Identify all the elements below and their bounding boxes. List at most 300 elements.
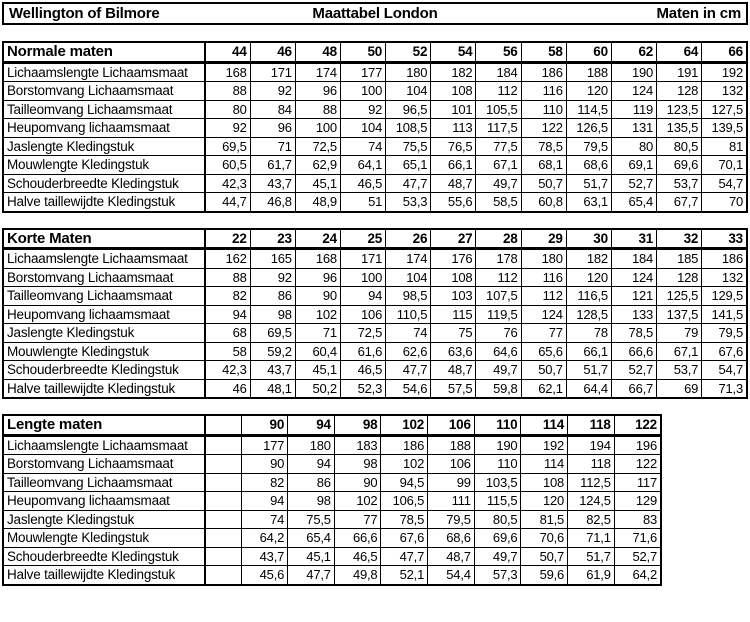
value-cell: 69,6	[657, 156, 702, 175]
value-cell: 82	[241, 473, 288, 492]
value-cell: 185	[657, 249, 702, 269]
size-header: 62	[611, 42, 656, 62]
value-cell: 104	[386, 82, 431, 101]
table-row	[3, 473, 661, 492]
value-cell: 182	[566, 249, 611, 269]
value-cell: 102	[334, 492, 381, 511]
value-cell: 68,6	[428, 529, 475, 548]
value-cell: 52,3	[340, 379, 385, 398]
value-cell: 60,4	[295, 342, 340, 361]
value-cell: 103	[431, 287, 476, 306]
size-header: 48	[295, 42, 340, 62]
value-cell: 62,6	[386, 342, 431, 361]
table-row	[3, 324, 747, 343]
value-cell: 115,5	[474, 492, 521, 511]
size-header: 30	[566, 229, 611, 249]
value-cell: 66,1	[566, 342, 611, 361]
value-cell: 177	[340, 62, 385, 82]
value-cell: 125,5	[657, 287, 702, 306]
row-label: Mouwlengte Kledingstuk	[3, 529, 205, 548]
row-label: Heupomvang lichaamsmaat	[3, 119, 205, 138]
table-row	[3, 249, 747, 269]
row-label: Mouwlengte Kledingstuk	[3, 342, 205, 361]
row-label: Lichaamslengte Lichaamsmaat	[3, 249, 205, 269]
value-cell: 180	[288, 435, 335, 455]
value-cell: 129	[614, 492, 661, 511]
value-cell: 101	[431, 100, 476, 119]
spacer-cell	[205, 473, 241, 492]
value-cell: 46,5	[340, 174, 385, 193]
value-cell: 76	[476, 324, 521, 343]
value-cell: 110	[474, 455, 521, 474]
value-cell: 90	[241, 455, 288, 474]
row-label: Schouderbreedte Kledingstuk	[3, 361, 205, 380]
value-cell: 190	[474, 435, 521, 455]
spacer-cell	[205, 529, 241, 548]
row-label: Halve taillewijdte Kledingstuk	[3, 566, 205, 585]
value-cell: 114	[521, 455, 568, 474]
value-cell: 82	[205, 287, 250, 306]
value-cell: 99	[428, 473, 475, 492]
value-cell: 92	[205, 119, 250, 138]
value-cell: 108,5	[386, 119, 431, 138]
value-cell: 81	[702, 137, 747, 156]
value-cell: 124	[521, 305, 566, 324]
size-header: 25	[340, 229, 385, 249]
value-cell: 90	[334, 473, 381, 492]
value-cell: 42,3	[205, 174, 250, 193]
value-cell: 94	[241, 492, 288, 511]
table-row	[3, 305, 747, 324]
value-cell: 176	[431, 249, 476, 269]
size-header: 64	[657, 42, 702, 62]
table-row	[3, 455, 661, 474]
table-row	[3, 435, 661, 455]
value-cell: 137,5	[657, 305, 702, 324]
value-cell: 132	[702, 268, 747, 287]
value-cell: 120	[566, 268, 611, 287]
size-header: 118	[568, 415, 615, 435]
value-cell: 94	[205, 305, 250, 324]
size-header: 98	[334, 415, 381, 435]
value-cell: 48,1	[250, 379, 295, 398]
value-cell: 113	[431, 119, 476, 138]
value-cell: 122	[614, 455, 661, 474]
value-cell: 165	[250, 249, 295, 269]
value-cell: 196	[614, 435, 661, 455]
row-label: Tailleomvang Lichaamsmaat	[3, 287, 205, 306]
value-cell: 68,1	[521, 156, 566, 175]
value-cell: 69,1	[611, 156, 656, 175]
value-cell: 68,6	[566, 156, 611, 175]
size-header: 33	[702, 229, 747, 249]
value-cell: 46,8	[250, 193, 295, 212]
value-cell: 116,5	[566, 287, 611, 306]
value-cell: 53,3	[386, 193, 431, 212]
table-row	[3, 342, 747, 361]
value-cell: 96	[250, 119, 295, 138]
value-cell: 69	[657, 379, 702, 398]
row-label: Mouwlengte Kledingstuk	[3, 156, 205, 175]
value-cell: 47,7	[386, 361, 431, 380]
table-row	[3, 492, 661, 511]
value-cell: 168	[295, 249, 340, 269]
value-cell: 52,1	[381, 566, 428, 585]
value-cell: 65,6	[521, 342, 566, 361]
value-cell: 108	[521, 473, 568, 492]
value-cell: 117,5	[476, 119, 521, 138]
size-header: 27	[431, 229, 476, 249]
value-cell: 80	[205, 100, 250, 119]
value-cell: 192	[521, 435, 568, 455]
row-label: Heupomvang lichaamsmaat	[3, 305, 205, 324]
row-label: Halve taillewijdte Kledingstuk	[3, 193, 205, 212]
value-cell: 62,1	[521, 379, 566, 398]
value-cell: 88	[205, 82, 250, 101]
value-cell: 108	[431, 268, 476, 287]
value-cell: 96,5	[386, 100, 431, 119]
value-cell: 63,1	[566, 193, 611, 212]
value-cell: 72,5	[295, 137, 340, 156]
size-header: 56	[476, 42, 521, 62]
value-cell: 46	[205, 379, 250, 398]
value-cell: 62,9	[295, 156, 340, 175]
value-cell: 48,7	[431, 361, 476, 380]
spacer-cell	[205, 415, 241, 435]
size-header: 44	[205, 42, 250, 62]
value-cell: 45,1	[295, 174, 340, 193]
value-cell: 72,5	[340, 324, 385, 343]
table-row	[3, 119, 747, 138]
row-label: Schouderbreedte Kledingstuk	[3, 174, 205, 193]
value-cell: 171	[340, 249, 385, 269]
value-cell: 57,3	[474, 566, 521, 585]
value-cell: 102	[295, 305, 340, 324]
value-cell: 100	[340, 268, 385, 287]
value-cell: 64,2	[241, 529, 288, 548]
value-cell: 186	[381, 435, 428, 455]
value-cell: 124,5	[568, 492, 615, 511]
table-row	[3, 510, 661, 529]
value-cell: 48,7	[431, 174, 476, 193]
row-label: Heupomvang lichaamsmaat	[3, 492, 205, 511]
value-cell: 78	[566, 324, 611, 343]
value-cell: 61,9	[568, 566, 615, 585]
value-cell: 59,2	[250, 342, 295, 361]
size-header: 24	[295, 229, 340, 249]
value-cell: 180	[386, 62, 431, 82]
value-cell: 132	[702, 82, 747, 101]
size-header: 32	[657, 229, 702, 249]
size-header: 28	[476, 229, 521, 249]
value-cell: 54,6	[386, 379, 431, 398]
value-cell: 49,7	[476, 361, 521, 380]
value-cell: 48,9	[295, 193, 340, 212]
value-cell: 75,5	[386, 137, 431, 156]
value-cell: 79	[657, 324, 702, 343]
value-cell: 88	[295, 100, 340, 119]
table-row	[3, 547, 661, 566]
value-cell: 119,5	[476, 305, 521, 324]
value-cell: 42,3	[205, 361, 250, 380]
value-cell: 47,7	[288, 566, 335, 585]
table-header-row	[3, 229, 747, 249]
value-cell: 64,6	[476, 342, 521, 361]
value-cell: 71,1	[568, 529, 615, 548]
value-cell: 43,7	[241, 547, 288, 566]
value-cell: 71	[295, 324, 340, 343]
spacer-cell	[205, 455, 241, 474]
value-cell: 76,5	[431, 137, 476, 156]
value-cell: 168	[205, 62, 250, 82]
title-bar	[2, 2, 748, 25]
value-cell: 55,6	[431, 193, 476, 212]
value-cell: 53,7	[657, 361, 702, 380]
value-cell: 92	[250, 82, 295, 101]
size-header: 60	[566, 42, 611, 62]
value-cell: 177	[241, 435, 288, 455]
value-cell: 67,1	[657, 342, 702, 361]
value-cell: 48,7	[428, 547, 475, 566]
value-cell: 184	[476, 62, 521, 82]
table-row	[3, 100, 747, 119]
value-cell: 124	[611, 268, 656, 287]
value-cell: 124	[611, 82, 656, 101]
value-cell: 70	[702, 193, 747, 212]
value-cell: 79,5	[566, 137, 611, 156]
table-row	[3, 156, 747, 175]
value-cell: 79,5	[428, 510, 475, 529]
value-cell: 65,1	[386, 156, 431, 175]
value-cell: 96	[295, 82, 340, 101]
value-cell: 80,5	[474, 510, 521, 529]
value-cell: 51,7	[568, 547, 615, 566]
value-cell: 162	[205, 249, 250, 269]
value-cell: 46,5	[334, 547, 381, 566]
size-header: 114	[521, 415, 568, 435]
value-cell: 127,5	[702, 100, 747, 119]
value-cell: 78,5	[611, 324, 656, 343]
value-cell: 174	[386, 249, 431, 269]
row-label: Schouderbreedte Kledingstuk	[3, 547, 205, 566]
size-header: 31	[611, 229, 656, 249]
value-cell: 75	[431, 324, 476, 343]
value-cell: 74	[340, 137, 385, 156]
value-cell: 81,5	[521, 510, 568, 529]
value-cell: 129,5	[702, 287, 747, 306]
value-cell: 119	[611, 100, 656, 119]
value-cell: 66,6	[334, 529, 381, 548]
value-cell: 52,7	[614, 547, 661, 566]
row-label: Tailleomvang Lichaamsmaat	[3, 100, 205, 119]
value-cell: 44,7	[205, 193, 250, 212]
table-row	[3, 379, 747, 398]
value-cell: 126,5	[566, 119, 611, 138]
table-row	[3, 174, 747, 193]
value-cell: 49,8	[334, 566, 381, 585]
value-cell: 63,6	[431, 342, 476, 361]
value-cell: 192	[702, 62, 747, 82]
value-cell: 190	[611, 62, 656, 82]
value-cell: 60,5	[205, 156, 250, 175]
value-cell: 82,5	[568, 510, 615, 529]
value-cell: 43,7	[250, 361, 295, 380]
value-cell: 98	[250, 305, 295, 324]
value-cell: 120	[566, 82, 611, 101]
table-header-row	[3, 42, 747, 62]
value-cell: 74	[386, 324, 431, 343]
value-cell: 88	[205, 268, 250, 287]
table-title: Korte Maten	[3, 229, 205, 249]
value-cell: 86	[250, 287, 295, 306]
value-cell: 54,4	[428, 566, 475, 585]
value-cell: 178	[476, 249, 521, 269]
value-cell: 116	[521, 82, 566, 101]
value-cell: 104	[386, 268, 431, 287]
value-cell: 94	[340, 287, 385, 306]
value-cell: 47,7	[381, 547, 428, 566]
value-cell: 105,5	[476, 100, 521, 119]
value-cell: 50,7	[521, 547, 568, 566]
value-cell: 67,6	[702, 342, 747, 361]
value-cell: 66,1	[431, 156, 476, 175]
value-cell: 54,7	[702, 361, 747, 380]
value-cell: 188	[428, 435, 475, 455]
size-header: 106	[428, 415, 475, 435]
value-cell: 78,5	[521, 137, 566, 156]
value-cell: 51,7	[566, 174, 611, 193]
value-cell: 103,5	[474, 473, 521, 492]
value-cell: 78,5	[381, 510, 428, 529]
value-cell: 65,4	[288, 529, 335, 548]
spacer-cell	[205, 547, 241, 566]
value-cell: 71,6	[614, 529, 661, 548]
value-cell: 133	[611, 305, 656, 324]
size-header: 110	[474, 415, 521, 435]
size-header: 66	[702, 42, 747, 62]
size-header: 122	[614, 415, 661, 435]
table-row	[3, 268, 747, 287]
value-cell: 98,5	[386, 287, 431, 306]
value-cell: 77	[521, 324, 566, 343]
value-cell: 110	[521, 100, 566, 119]
value-cell: 100	[295, 119, 340, 138]
size-header: 102	[381, 415, 428, 435]
size-header: 50	[340, 42, 385, 62]
row-label: Borstomvang Lichaamsmaat	[3, 455, 205, 474]
value-cell: 139,5	[702, 119, 747, 138]
brand-title: Wellington of Bilmore	[9, 5, 160, 22]
value-cell: 60,8	[521, 193, 566, 212]
size-table-korte-maten	[2, 228, 748, 400]
spacer-cell	[205, 492, 241, 511]
value-cell: 57,5	[431, 379, 476, 398]
size-header: 90	[241, 415, 288, 435]
value-cell: 94	[288, 455, 335, 474]
value-cell: 69,5	[250, 324, 295, 343]
spacer-cell	[205, 566, 241, 585]
table-row	[3, 82, 747, 101]
value-cell: 53,7	[657, 174, 702, 193]
value-cell: 64,1	[340, 156, 385, 175]
value-cell: 50,7	[521, 361, 566, 380]
value-cell: 171	[250, 62, 295, 82]
value-cell: 90	[295, 287, 340, 306]
size-header: 23	[250, 229, 295, 249]
value-cell: 115	[431, 305, 476, 324]
value-cell: 183	[334, 435, 381, 455]
value-cell: 112,5	[568, 473, 615, 492]
value-cell: 118	[568, 455, 615, 474]
size-table-lengte-maten	[2, 414, 662, 586]
size-header: 94	[288, 415, 335, 435]
value-cell: 51	[340, 193, 385, 212]
value-cell: 111	[428, 492, 475, 511]
value-cell: 92	[340, 100, 385, 119]
table-title: Normale maten	[3, 42, 205, 62]
value-cell: 66,6	[611, 342, 656, 361]
row-label: Jaslengte Kledingstuk	[3, 324, 205, 343]
value-cell: 128	[657, 82, 702, 101]
value-cell: 50,2	[295, 379, 340, 398]
value-cell: 184	[611, 249, 656, 269]
row-label: Borstomvang Lichaamsmaat	[3, 82, 205, 101]
value-cell: 180	[521, 249, 566, 269]
value-cell: 106	[340, 305, 385, 324]
table-row	[3, 529, 661, 548]
value-cell: 106,5	[381, 492, 428, 511]
value-cell: 45,1	[288, 547, 335, 566]
value-cell: 58,5	[476, 193, 521, 212]
value-cell: 116	[521, 268, 566, 287]
value-cell: 67,7	[657, 193, 702, 212]
value-cell: 128,5	[566, 305, 611, 324]
size-header: 46	[250, 42, 295, 62]
value-cell: 110,5	[386, 305, 431, 324]
value-cell: 106	[428, 455, 475, 474]
size-header: 58	[521, 42, 566, 62]
value-cell: 182	[431, 62, 476, 82]
value-cell: 67,1	[476, 156, 521, 175]
value-cell: 66,7	[611, 379, 656, 398]
value-cell: 141,5	[702, 305, 747, 324]
value-cell: 122	[521, 119, 566, 138]
value-cell: 69,6	[474, 529, 521, 548]
unit-label: Maten in cm	[656, 5, 741, 22]
table-row	[3, 566, 661, 585]
value-cell: 112	[521, 287, 566, 306]
size-header: 52	[386, 42, 431, 62]
value-cell: 80,5	[657, 137, 702, 156]
spacer-cell	[205, 435, 241, 455]
value-cell: 61,7	[250, 156, 295, 175]
value-cell: 86	[288, 473, 335, 492]
value-cell: 54,7	[702, 174, 747, 193]
value-cell: 71	[250, 137, 295, 156]
table-row	[3, 193, 747, 212]
value-cell: 84	[250, 100, 295, 119]
chart-title: Maattabel London	[312, 5, 438, 22]
value-cell: 131	[611, 119, 656, 138]
value-cell: 74	[241, 510, 288, 529]
row-label: Halve taillewijdte Kledingstuk	[3, 379, 205, 398]
value-cell: 121	[611, 287, 656, 306]
value-cell: 94,5	[381, 473, 428, 492]
value-cell: 112	[476, 82, 521, 101]
value-cell: 52,7	[611, 361, 656, 380]
value-cell: 112	[476, 268, 521, 287]
value-cell: 52,7	[611, 174, 656, 193]
